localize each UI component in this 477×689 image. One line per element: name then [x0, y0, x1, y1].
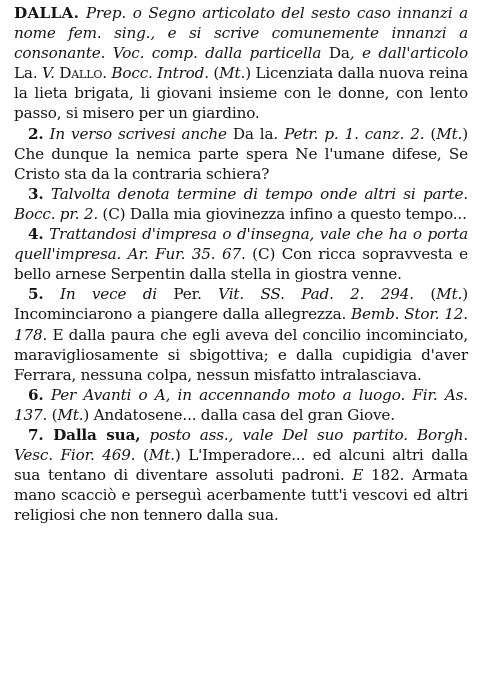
citation-source: Petr. p. 1. canz. 2. [284, 124, 425, 143]
citation-tag: Mt. [57, 405, 84, 424]
term: Per. [157, 285, 219, 304]
quotation: ) Che dunque la nemica parte spera Ne l'umane difese, Se Cristo sta da la contraria schiera? [14, 124, 469, 183]
paren: ( [98, 204, 109, 223]
definition: Talvolta denota termine di tempo onde altri si parte. Bocc. pr. 2. [14, 184, 468, 223]
definition: posto ass., vale Del suo partito. Borgh. Vesc. Fior. 469. [14, 425, 468, 465]
paren: ( [424, 124, 437, 143]
sense-number: 6. [28, 385, 44, 404]
term: Da la. [226, 124, 285, 143]
cross-ref-term: Dallo. [54, 64, 107, 83]
paren: ( [208, 64, 220, 83]
entry-sense-6 [14, 385, 468, 425]
citation-tag: C [257, 245, 270, 264]
quotation: ) Dalla mia giovinezza infino a questo tempo... [119, 204, 467, 223]
paren: ( [47, 405, 58, 424]
quotation: E dalla paura che egli aveva del concilio incominciato, maravigliosamente si sbigottiva; e dalla cupidigia d'aver Ferrara, nessuna colpa, nessun misfatto intralasciava. [14, 325, 468, 384]
quotation: ) Andatosene... dalla casa del gran Giove. [83, 405, 395, 424]
definition-cont: , e dall'articolo [349, 44, 469, 63]
definition: In verso scrivesi anche [43, 124, 227, 143]
entry-sense-2 [14, 124, 468, 184]
phrase: Dalla sua, [43, 425, 141, 444]
quotation: 182. Armata mano scacciò e perseguì acerbamente tutt'i vescovi ed altri religiosi che non tennero dalla sua. [14, 466, 468, 525]
paren: ( [245, 245, 258, 264]
quotation: ) Con ricca sopravvesta e bello arnese Serpentin dalla stella in giostra venne. [14, 245, 469, 284]
citation-source: Vit. SS. Pad. 2. 294. [218, 285, 414, 304]
citation-source: Bemb. Stor. 12. 178. [14, 305, 468, 344]
definition: Per Avanti o A, in accennando moto a luogo. Fir. As. 137. [14, 385, 468, 424]
sense-number: 4. [28, 225, 44, 244]
quotation: ) L'Imperadore... ed alcuni altri dalla sua tentano di diventare assoluti padroni. [14, 446, 468, 485]
entry-sense-7 [14, 425, 468, 525]
citation-tag: Mt. [219, 64, 246, 83]
paren: ( [413, 285, 437, 304]
entry-sense-3 [14, 184, 468, 224]
sense-number: 5. [28, 285, 44, 304]
sense-number: 3. [28, 184, 44, 203]
citation-tag: C [108, 204, 120, 223]
citation-source: E [352, 466, 364, 485]
citation-tag: Mt. [436, 285, 463, 304]
sense-number: 2. [28, 124, 44, 143]
entry-sense-1 [14, 3, 468, 124]
sense-number: 7. [28, 425, 44, 444]
quotation: ) Incominciarono a piangere dalla allegrezza. [14, 285, 468, 324]
cross-ref-label: V. [41, 64, 55, 83]
entry-sense-4 [14, 224, 468, 284]
citation-tag: Mt. [436, 124, 463, 143]
citation-source: Bocc. Introd. [106, 64, 209, 83]
definition: In vece di [43, 285, 157, 304]
paren: ( [135, 446, 149, 465]
term: La. [14, 64, 42, 83]
entry-sense-5 [14, 284, 468, 384]
headword: DALLA. [14, 4, 80, 22]
citation-tag: Mt. [148, 446, 175, 465]
quotation: ) Licenziata dalla nuova reina la lieta brigata, li giovani insieme con le donne, con lento passo, si misero per un giardino. [14, 64, 469, 123]
term: Da [321, 44, 350, 63]
definition: Trattandosi d'impresa o d'insegna, vale che ha o porta quell'impresa. Ar. Fur. 35. 67. [14, 225, 468, 264]
definition: Prep. o Segno articolato del sesto caso innanzi a nome fem. sing., e si scrive comunemente innanzi a consonante. Voc. comp. dalla particella [14, 4, 468, 63]
